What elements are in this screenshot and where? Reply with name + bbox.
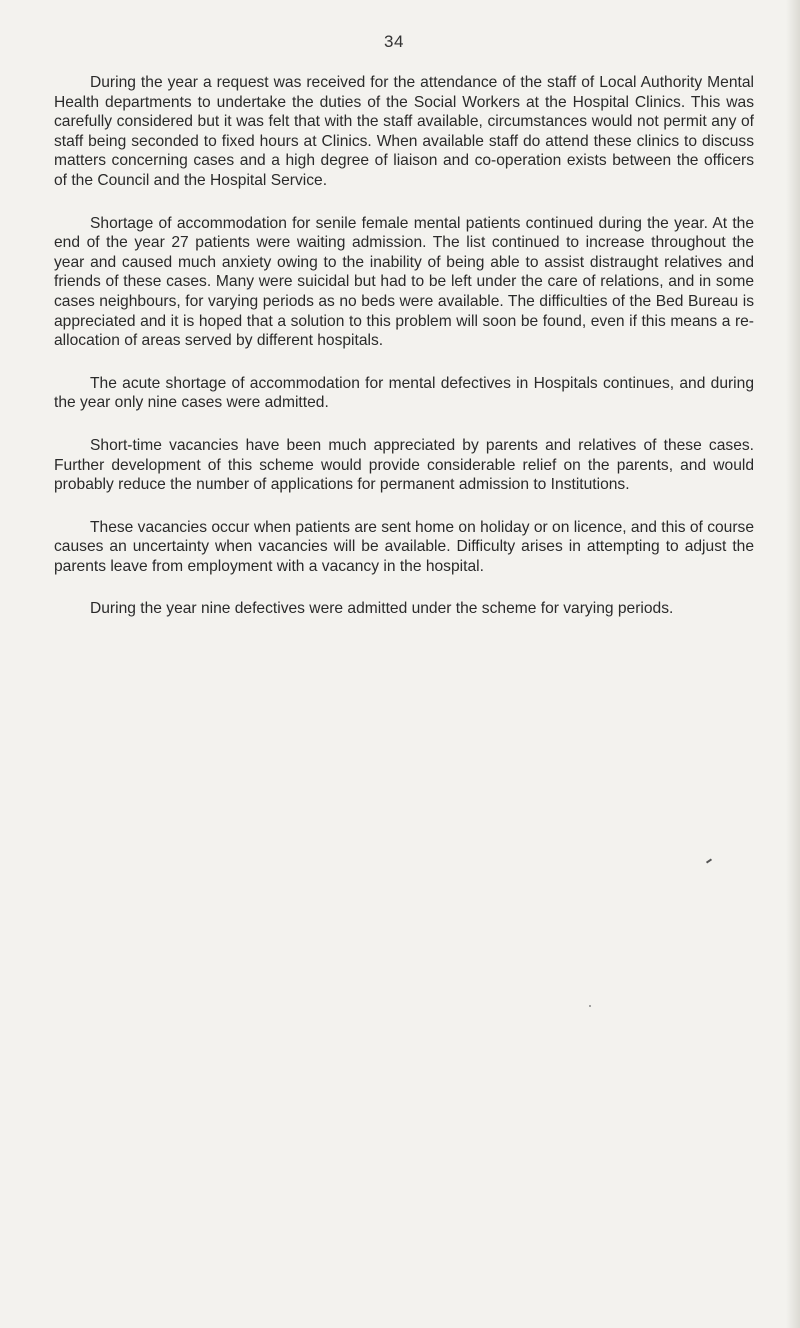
paragraph-social-workers: During the year a request was received for the attendance of the staff of Local Authority Mental Health departments to undertake the duties of the Social Workers at the Hospital Clinics. This was carefully considered but it was felt that with the staff available, circumstances would not permit any of staff being seconded to fixed hours at Clinics. When available staff do attend these clinics to discuss matters concerning cases and a high degree of liaison and co-operation exists between the officers of the Council and the Hospital Service. xyxy=(54,74,754,189)
paragraph-short-time-vacancies: Short-time vacancies have been much appreciated by parents and relatives of these cases. Further development of this scheme would provide considerable relief on the parents, and would probably reduce the number of applications for permanent admission to Institutions. xyxy=(54,436,754,494)
paragraph-senile-accommodation: Shortage of accommodation for senile female mental patients continued during the year. At the end of the year 27 patients were waiting admission. The list continued to increase throughout the year and caused much anxiety owing to the inability of being able to assist distraught relatives and friends of these cases. Many were suicidal but had to be left under the care of relations, and in some cases neighbours, for varying periods as no beds were available. The difficulties of the Bed Bureau is appreciated and it is hoped that a solution to this problem will soon be found, even if this means a re-allocation of areas served by different hospitals. xyxy=(54,214,754,350)
paragraph-vacancy-uncertainty: These vacancies occur when patients are sent home on holiday or on licence, and this of course causes an uncertainty when vacancies will be available. Difficulty arises in attempting to adjust the parents leave from employment with a vacancy in the hospital. xyxy=(54,518,754,575)
paragraph-mental-defectives: The acute shortage of accommodation for mental defectives in Hospitals continues, and during the year only nine cases were admitted. xyxy=(54,374,754,412)
page-number: 34 xyxy=(384,32,404,51)
scan-mark xyxy=(706,858,712,863)
body-text xyxy=(54,73,754,642)
paragraph-defectives-admitted: During the year nine defectives were admitted under the scheme for varying periods. xyxy=(90,600,674,618)
scan-speck xyxy=(589,1005,591,1007)
page-edge-shadow xyxy=(786,0,800,1328)
